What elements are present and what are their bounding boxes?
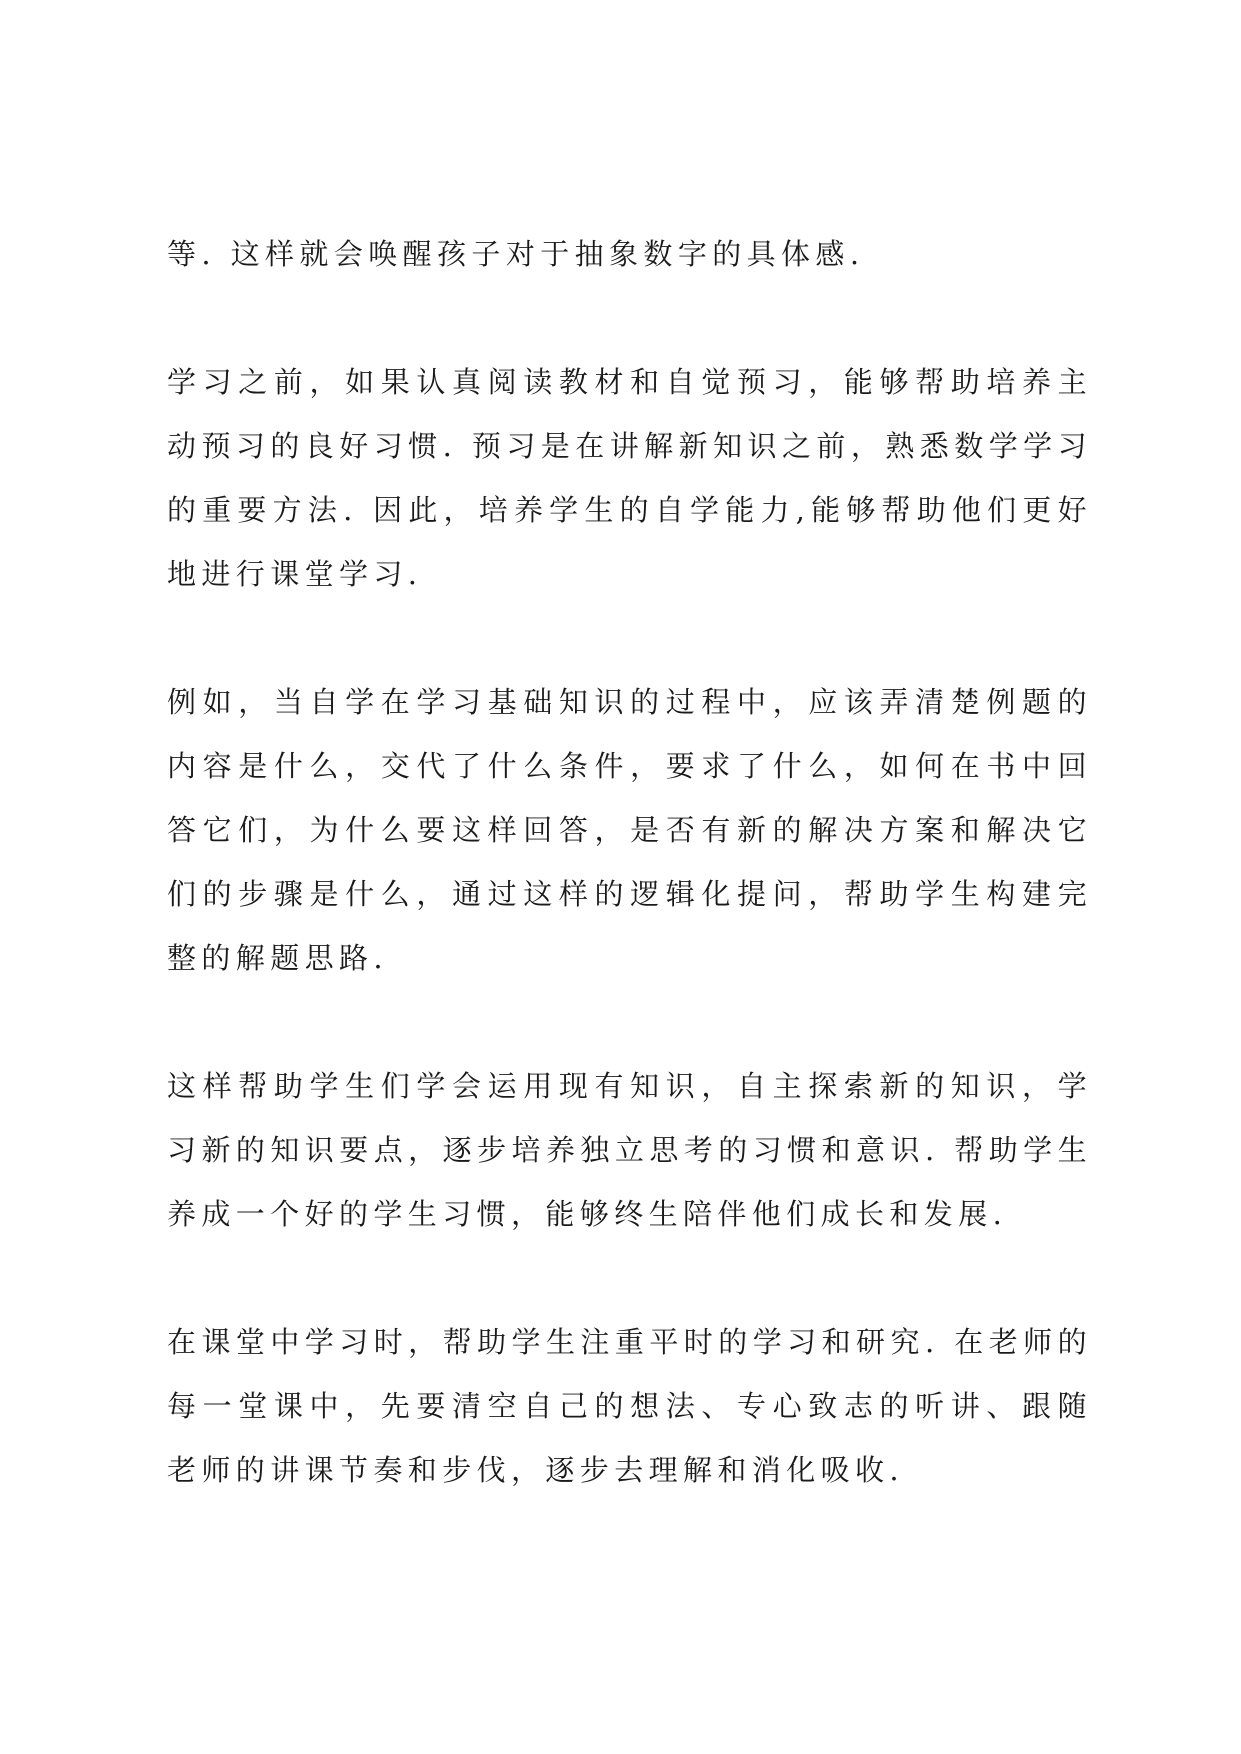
paragraph-3: 例如，当自学在学习基础知识的过程中，应该弄清楚例题的内容是什么，交代了什么条件，要求了什么，如何在书中回答它们，为什么要这样回答，是否有新的解决方案和解决它们的步骤是什么，通过这样的逻辑化提问，帮助学生构建完整的解题思路. <box>167 685 1092 975</box>
paragraph-4: 这样帮助学生们学会运用现有知识，自主探索新的知识，学习新的知识要点，逐步培养独立思考的习惯和意识. 帮助学生养成一个好的学生习惯，能够终生陪伴他们成长和发展. <box>167 1069 1092 1231</box>
paragraph-2: 学习之前，如果认真阅读教材和自觉预习，能够帮助培养主动预习的良好习惯. 预习是在讲解新知识之前，熟悉数学学习的重要方法. 因此，培养学生的自学能力,能够帮助他们更好地进行课堂学习. <box>167 365 1092 591</box>
document-body <box>167 222 1092 1566</box>
paragraph-5: 在课堂中学习时，帮助学生注重平时的学习和研究. 在老师的每一堂课中，先要清空自己的想法、专心致志的听讲、跟随老师的讲课节奏和步伐，逐步去理解和消化吸收. <box>167 1325 1092 1487</box>
paragraph-1: 等. 这样就会唤醒孩子对于抽象数字的具体感. <box>167 237 865 271</box>
